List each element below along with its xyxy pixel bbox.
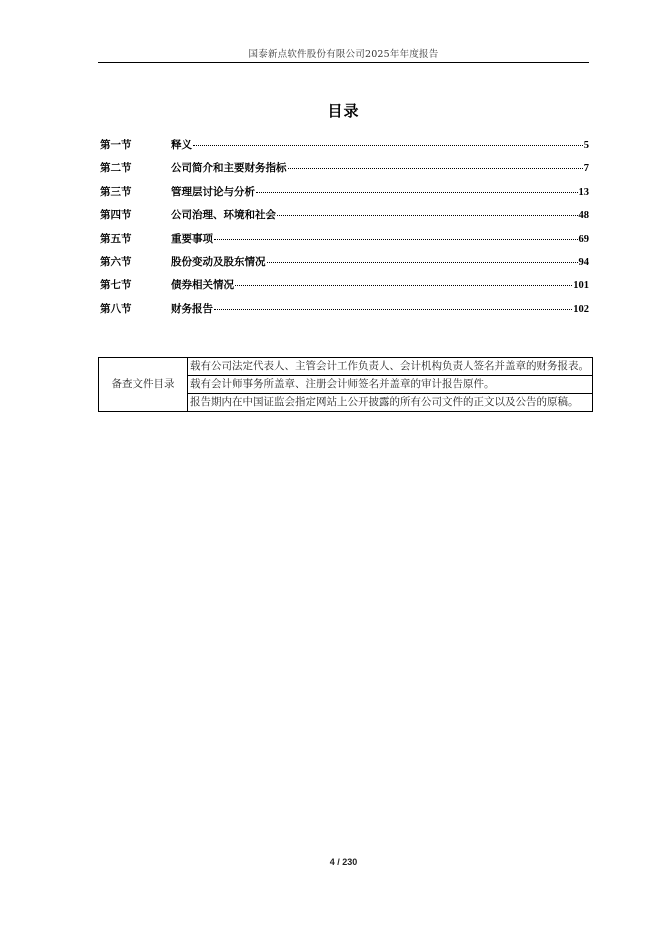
reference-documents-table xyxy=(98,357,593,412)
toc-entry[interactable] xyxy=(100,137,589,160)
toc-section-name: 释义 xyxy=(171,139,192,151)
header-divider xyxy=(98,62,589,63)
dot-leader xyxy=(277,215,578,216)
toc-section-number: 第六节 xyxy=(100,255,132,268)
toc-section-name: 公司治理、环境和社会 xyxy=(171,209,276,222)
toc-section-name: 管理层讨论与分析 xyxy=(171,185,255,198)
dot-leader xyxy=(235,285,572,286)
toc-section-number: 第五节 xyxy=(100,232,132,245)
reference-doc-item: 载有公司法定代表人、主管会计工作负责人、会计机构负责人签名并盖章的财务报表。 xyxy=(188,358,593,376)
dot-leader xyxy=(256,192,578,193)
toc-page-number: 5 xyxy=(583,140,589,151)
toc-section-number: 第七节 xyxy=(100,279,132,292)
toc-page-number: 69 xyxy=(578,233,589,245)
toc-page-number: 94 xyxy=(578,256,589,268)
toc-section-number: 第四节 xyxy=(100,209,132,222)
toc-entry[interactable] xyxy=(100,254,589,277)
toc-section-name: 公司简介和主要财务指标 xyxy=(171,162,287,175)
toc-page-number: 48 xyxy=(578,210,589,222)
toc-entry[interactable] xyxy=(100,184,589,207)
dot-leader xyxy=(193,145,583,146)
dot-leader xyxy=(288,168,583,169)
page-number: 4 / 230 xyxy=(329,857,358,867)
toc-entry[interactable] xyxy=(100,207,589,230)
dot-leader xyxy=(214,239,578,240)
dot-leader xyxy=(214,309,572,310)
reference-doc-item: 载有会计师事务所盖章、注册会计师签名并盖章的审计报告原件。 xyxy=(188,376,593,394)
toc-section-number: 第八节 xyxy=(100,302,132,315)
table-row xyxy=(99,358,593,376)
toc-page-number: 102 xyxy=(573,303,589,315)
toc-section-number: 第二节 xyxy=(100,162,132,175)
toc-section-name: 财务报告 xyxy=(171,302,213,315)
toc-page-number: 7 xyxy=(583,163,589,175)
toc-section-number: 第三节 xyxy=(100,185,132,198)
reference-doc-item: 报告期内在中国证监会指定网站上公开披露的所有公司文件的正文以及公告的原稿。 xyxy=(188,394,593,412)
dot-leader xyxy=(267,262,578,263)
running-header: 国泰新点软件股份有限公司2025年年度报告 xyxy=(248,49,439,60)
toc-title: 目录 xyxy=(327,102,360,120)
toc-entry[interactable] xyxy=(100,231,589,254)
toc-entry[interactable] xyxy=(100,301,589,324)
toc-entry[interactable] xyxy=(100,160,589,183)
toc-section-name: 股份变动及股东情况 xyxy=(171,255,266,268)
toc-page-number: 101 xyxy=(573,280,589,292)
table-of-contents xyxy=(100,137,589,324)
toc-section-number: 第一节 xyxy=(100,139,132,151)
toc-section-name: 债券相关情况 xyxy=(171,279,234,292)
toc-page-number: 13 xyxy=(578,186,589,198)
toc-section-name: 重要事项 xyxy=(171,232,213,245)
reference-docs-label: 备查文件目录 xyxy=(99,358,188,412)
toc-entry[interactable] xyxy=(100,277,589,300)
